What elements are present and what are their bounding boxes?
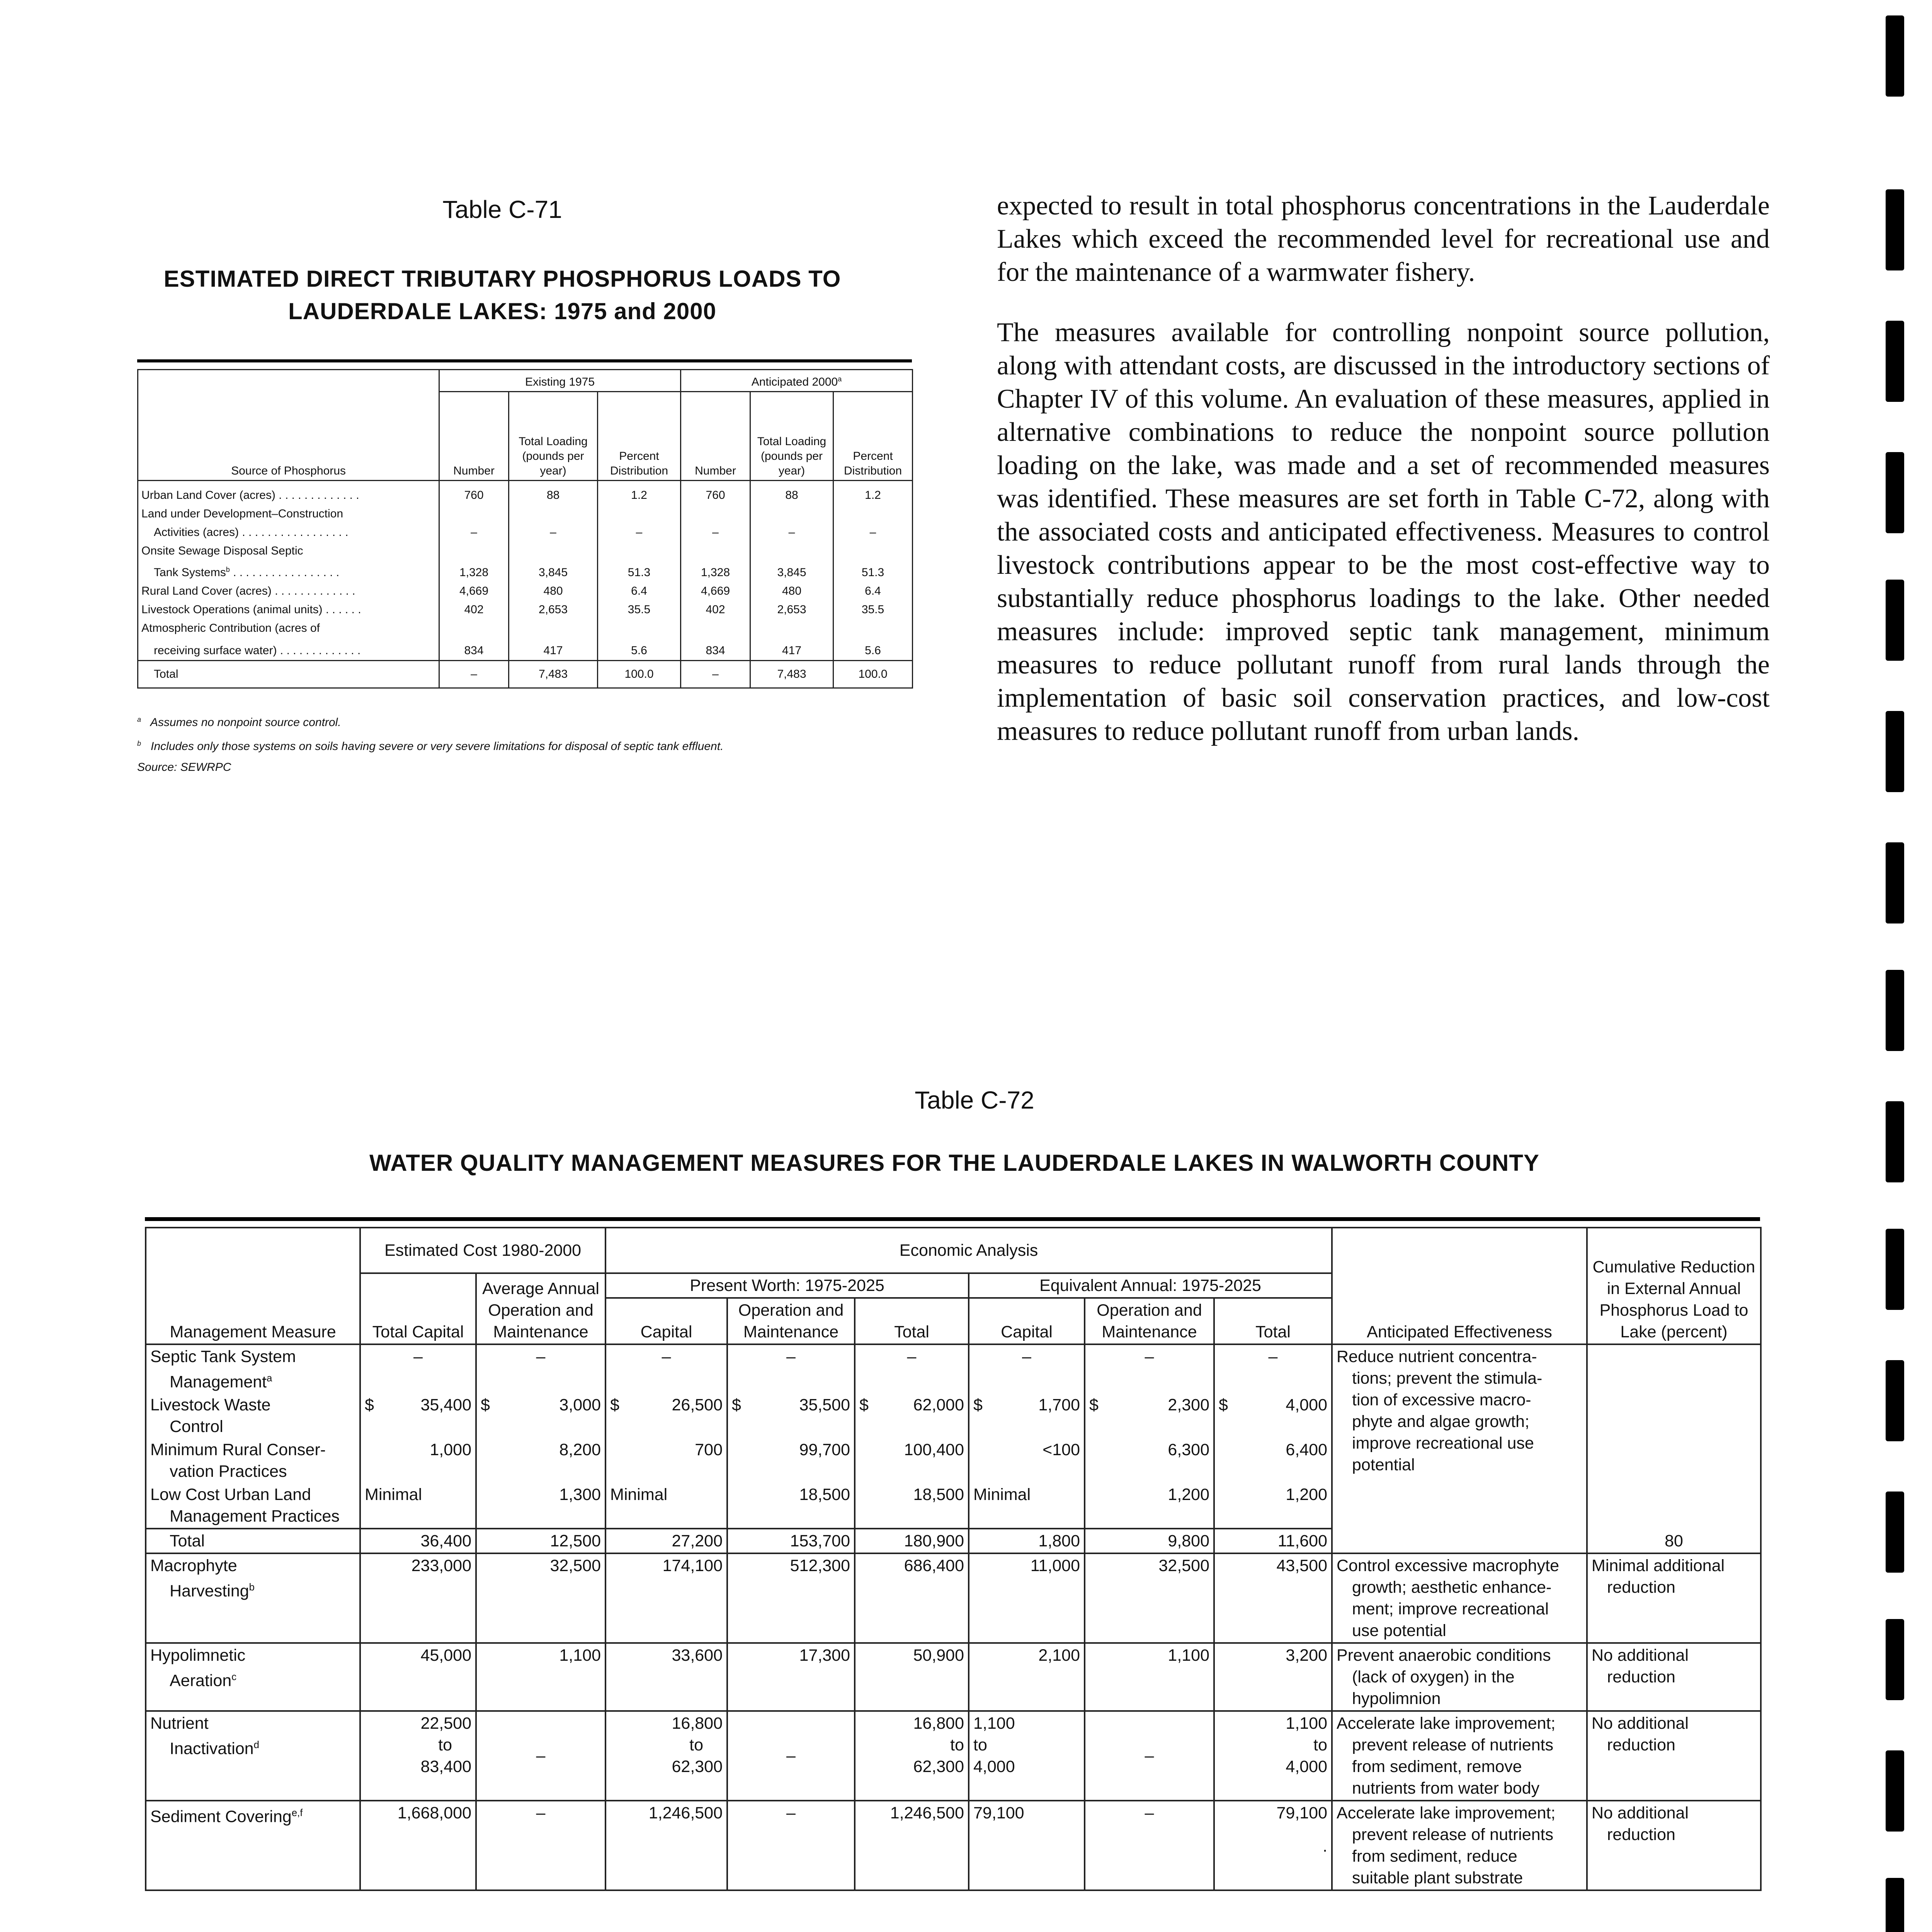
table-row: Low Cost Urban Land Management Practices Minimal 1,300 Minimal 18,500 18,500 Minimal 1,200 1,200 [146, 1483, 1761, 1529]
group-header-economic: Economic Analysis [605, 1228, 1332, 1273]
col-header-cumulative: Cumulative Reduction in External Annual Phosphorus Load to Lake (percent) [1587, 1228, 1761, 1344]
table-row: Atmospheric Contribution (acres of [138, 619, 913, 638]
col-header-source: Source of Phosphorus [138, 370, 439, 481]
table-row-total: Total – 7,483 100.0 – 7,483 100.0 [138, 661, 913, 688]
col-header-om: Operation and Maintenance [727, 1298, 855, 1344]
binding-mark [1886, 1619, 1904, 1700]
binding-mark [1886, 189, 1904, 270]
group-header-estimated-cost: Estimated Cost 1980-2000 [360, 1228, 605, 1273]
table-c72 [145, 1227, 1762, 1891]
table-row: Onsite Sewage Disposal Septic [138, 542, 913, 560]
binding-mark [1886, 711, 1904, 792]
col-header-effectiveness: Anticipated Effectiveness [1332, 1228, 1587, 1344]
table-c71-top-rule [137, 359, 912, 362]
binding-mark [1886, 15, 1904, 97]
table-row: Tank Systems$^b$ . . . . . . . . . . . . . . . . . 1,328 3,845 51.3 1,328 3,845 51.3 [138, 560, 913, 582]
table-row: Land under Development–Construction [138, 505, 913, 523]
col-header-capital: Capital [605, 1298, 727, 1344]
table-row: Rural Land Cover (acres) . . . . . . . . . . . . . 4,669 480 6.4 4,669 480 6.4 [138, 582, 913, 600]
table-row: Hypolimnetic Aeration$^c$ 45,000 1,100 33,600 17,300 50,900 2,100 1,100 3,200 Prevent anaerobic conditions (lack of oxygen) in the hypolimnion No additional reduction [146, 1643, 1761, 1711]
effectiveness-cell: Accelerate lake improvement; prevent release of nutrients from sediment, remove nutrients from water body [1332, 1711, 1587, 1801]
effectiveness-cell: Prevent anaerobic conditions (lack of oxygen) in the hypolimnion [1332, 1643, 1587, 1711]
cumulative-cell: Minimal additional reduction [1587, 1553, 1761, 1643]
binding-mark [1886, 1492, 1904, 1573]
table-row: Livestock Waste Control $ 35,400 $ 3,000 $ 26,500 $ 35,500 $ 62,000 $ 1,700 $ 2,300 $ 4,000 [146, 1393, 1761, 1438]
table-row-total: Total 36,400 12,500 27,200 153,700 180,900 1,800 9,800 11,600 80 [146, 1529, 1761, 1553]
binding-mark [1886, 452, 1904, 533]
table-c72-top-rule [145, 1217, 1760, 1221]
group-header-existing: Existing 1975 [439, 370, 681, 392]
footnote: $^a$ Assumes no nonpoint source control. [137, 716, 341, 729]
binding-mark [1886, 1360, 1904, 1441]
cumulative-cell: No additional reduction [1587, 1711, 1761, 1801]
col-header-loading: Total Loading (pounds per year) [750, 392, 833, 481]
col-header-percent: Percent Distribution [598, 392, 681, 481]
col-header-number: Number [439, 392, 509, 481]
binding-mark [1886, 321, 1904, 402]
table-c72-title: WATER QUALITY MANAGEMENT MEASURES FOR THE LAUDERDALE LAKES IN WALWORTH COUNTY [369, 1150, 1540, 1176]
table-row: Activities (acres) . . . . . . . . . . . . . . . . . – – – – – – [138, 523, 913, 542]
table-row: receiving surface water) . . . . . . . . . . . . . 834 417 5.6 834 417 5.6 [138, 638, 913, 661]
col-header-total-capital: Total Capital [360, 1273, 476, 1344]
body-text [997, 189, 1770, 775]
col-header-percent: Percent Distribution [833, 392, 913, 481]
col-header-om: Operation and Maintenance [1085, 1298, 1214, 1344]
binding-mark [1886, 842, 1904, 923]
col-header-measure: Management Measure [146, 1228, 360, 1344]
table-row: Sediment Covering$^{e,f}$ 1,668,000 – 1,246,500 – 1,246,500 79,100 – 79,100 . Accelerate lake improvement; prevent release of nutrients from sediment, reduce suitable plant substrate No additional reduction [146, 1801, 1761, 1890]
table-c71-label: Table C-71 [442, 196, 562, 223]
effectiveness-cell: Accelerate lake improvement; prevent release of nutrients from sediment, reduce suitable plant substrate [1332, 1801, 1587, 1890]
binding-mark [1886, 970, 1904, 1051]
col-header-number: Number [681, 392, 750, 481]
col-header-loading: Total Loading (pounds per year) [509, 392, 598, 481]
col-header-avg-annual: Average Annual Operation and Maintenance [476, 1273, 605, 1344]
table-row: Livestock Operations (animal units) . . . . . . 402 2,653 35.5 402 2,653 35.5 [138, 600, 913, 619]
cumulative-cell: No additional reduction [1587, 1643, 1761, 1711]
source-note: Source: SEWRPC [137, 761, 231, 774]
paragraph: The measures available for controlling nonpoint source pollution, along with attendant costs, are discussed in the introductory sections of Chapter IV of this volume. An evaluation of these measures, applied in alternative combinations to reduce the nonpoint source pollution loading on the lake, was made and a set of recommended measures was identified. These measures are set forth in Table C-72, along with the associated costs and anticipated effectiveness. Measures to control livestock contributions appear to be the most cost-effective way to substantially reduce phosphorus loadings to the lake. Other needed measures include: improved septic tank management, minimum measures to reduce pollutant runoff from rural lands through the implementation of basic soil conservation practices, and low-cost measures to reduce pollutant runoff from urban lands. [997, 318, 1770, 746]
binding-mark [1886, 580, 1904, 661]
effectiveness-cell: Reduce nutrient concentra- tions; prevent the stimula- tion of excessive macro- phyte and algae growth; improve recreational use potential [1332, 1344, 1587, 1529]
table-row: Minimum Rural Conser- vation Practices 1,000 8,200 700 99,700 100,400 <100 6,300 6,400 [146, 1438, 1761, 1483]
table-c71-notes [137, 709, 949, 778]
cumulative-cell: No additional reduction [1587, 1801, 1761, 1890]
binding-mark [1886, 1878, 1904, 1932]
table-row: Macrophyte Harvesting$^b$ 233,000 32,500 174,100 512,300 686,400 11,000 32,500 43,500 Control excessive macrophyte growth; aesthetic enhance- ment; improve recreational use potential Minimal additional reduction [146, 1553, 1761, 1643]
footnote: $^b$ Includes only those systems on soils having severe or very severe limitations for disposal of septic tank effluent. [137, 740, 724, 753]
col-header-total: Total [1214, 1298, 1332, 1344]
binding-mark [1886, 1750, 1904, 1832]
group-header-anticipated: Anticipated 2000$^a$ [681, 370, 913, 392]
table-row: Nutrient Inactivation$^d$ 22,500 to 83,400 – 16,800 to 62,300 – 16,800 to 62,300 1,100 to 4,000 – 1,100 to 4,000 Accelerate lake improvement; prevent release of nutrients from sediment, remove nutrients from water body No additional reduction [146, 1711, 1761, 1801]
group-header-equivalent-annual: Equivalent Annual: 1975-2025 [969, 1273, 1332, 1298]
col-header-total: Total [855, 1298, 969, 1344]
col-header-capital: Capital [969, 1298, 1085, 1344]
table-row: Urban Land Cover (acres) . . . . . . . . . . . . . 760 88 1.2 760 88 1.2 [138, 481, 913, 505]
binding-mark [1886, 1229, 1904, 1310]
group-header-present-worth: Present Worth: 1975-2025 [605, 1273, 969, 1298]
table-c72-label: Table C-72 [915, 1086, 1034, 1114]
table-row: Septic Tank System Management$^a$ – – – – – – – – Reduce nutrient concentra- tions; prevent the stimula- tion of excessive macro- phyte and algae growth; improve recreational use potential [146, 1344, 1761, 1393]
paragraph: expected to result in total phosphorus concentrations in the Lauderdale Lakes which exceed the recommended level for recreational use and for the maintenance of a warmwater fishery. [997, 191, 1770, 287]
effectiveness-cell: Control excessive macrophyte growth; aesthetic enhance- ment; improve recreational use potential [1332, 1553, 1587, 1643]
table-c71 [137, 369, 913, 689]
table-c71-title: ESTIMATED DIRECT TRIBUTARY PHOSPHORUS LOADS TO LAUDERDALE LAKES: 1975 and 2000 [163, 266, 841, 324]
